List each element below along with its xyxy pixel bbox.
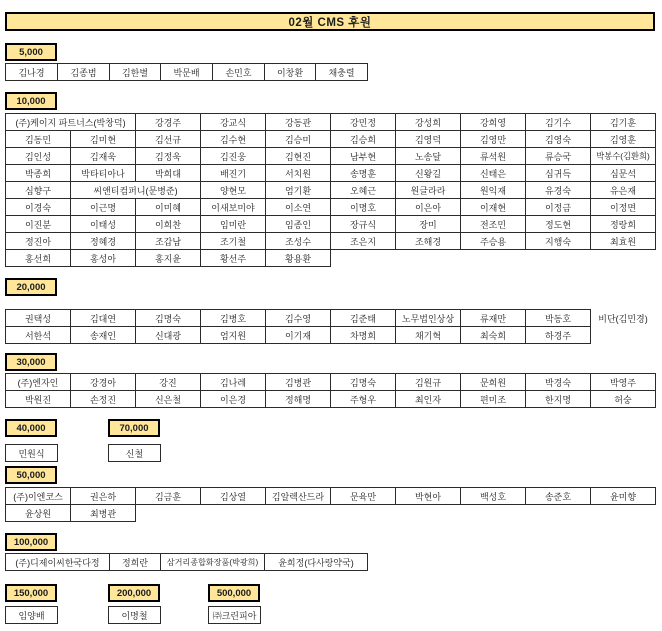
donor-cell: 채충렬: [316, 64, 368, 81]
donor-cell: 이기재: [266, 327, 331, 344]
donor-cell: 차명희: [331, 327, 396, 344]
donor-cell: 유은재: [591, 182, 656, 199]
donor-cell: 임종인: [266, 216, 331, 233]
amount-label-200000: 200,000: [108, 584, 160, 602]
donor-row: [6, 607, 58, 624]
donor-cell: 김승미: [266, 131, 331, 148]
donor-cell: (주)케이지 파트너스(박창덕): [6, 114, 136, 131]
donor-cell: 신철: [109, 445, 161, 462]
donor-cell: 엄지원: [201, 327, 266, 344]
donor-row: [6, 391, 656, 408]
donor-cell: 김영숙: [526, 131, 591, 148]
donor-cell: 신왕길: [396, 165, 461, 182]
donor-cell: 정해명: [266, 391, 331, 408]
donor-cell: 류승국: [526, 148, 591, 165]
donor-cell: 서치원: [266, 165, 331, 182]
amount-label-150000: 150,000: [5, 584, 57, 602]
donor-table-100000: [5, 553, 368, 571]
donor-row: [109, 607, 161, 624]
donor-row: [6, 64, 368, 81]
donor-cell: 강성희: [396, 114, 461, 131]
donor-cell: 강희영: [461, 114, 526, 131]
donor-cell: 이새보미야: [201, 199, 266, 216]
donor-cell: 김명숙: [136, 310, 201, 327]
donor-cell: 이정금: [526, 199, 591, 216]
donor-cell: 김미현: [71, 131, 136, 148]
donor-cell: 이명철: [109, 607, 161, 624]
donor-cell: 박동호: [526, 310, 591, 327]
donor-cell: 이정면: [591, 199, 656, 216]
donor-cell: 서한석: [6, 327, 71, 344]
donor-cell: 문희원: [461, 374, 526, 391]
donor-row: [6, 554, 368, 571]
donor-cell: 김병관: [266, 374, 331, 391]
donor-cell: 원글라라: [396, 182, 461, 199]
amount-label-50000: 50,000: [5, 466, 57, 484]
donor-cell: 이경숙: [6, 199, 71, 216]
donor-cell: 남부현: [331, 148, 396, 165]
donor-cell: 박문배: [161, 64, 213, 81]
donor-table-150000: [5, 606, 58, 624]
donor-cell: 송재인: [71, 327, 136, 344]
donor-table-500000: [208, 606, 261, 624]
donor-row: [109, 445, 161, 462]
donor-cell: 정랑희: [591, 216, 656, 233]
donor-cell: 박봉수(김환희): [591, 148, 656, 165]
donor-cell: 허숭: [591, 391, 656, 408]
donor-cell: 김영덕: [396, 131, 461, 148]
donor-cell: 심문석: [591, 165, 656, 182]
donor-cell: 김현진: [266, 148, 331, 165]
donor-cell: 권은하: [71, 488, 136, 505]
donor-cell: 이창환: [265, 64, 316, 81]
donor-table-50000: [5, 487, 656, 522]
donor-cell: 최인자: [396, 391, 461, 408]
donor-cell: 윤상원: [6, 505, 71, 522]
donor-cell: 주형우: [331, 391, 396, 408]
donor-cell: 전조민: [461, 216, 526, 233]
donor-cell: 최효원: [591, 233, 656, 250]
donor-cell: 조은지: [331, 233, 396, 250]
sheet-title: 02월 CMS 후원: [5, 12, 655, 31]
donor-cell: 김한별: [110, 64, 161, 81]
donor-row: [6, 165, 656, 182]
donor-cell: 조해경: [396, 233, 461, 250]
donor-cell: 조성수: [266, 233, 331, 250]
donor-cell: 장규식: [331, 216, 396, 233]
donor-cell: 임양배: [6, 607, 58, 624]
amount-label-70000: 70,000: [108, 419, 160, 437]
donor-cell: 박경숙: [526, 374, 591, 391]
donor-cell: 김승희: [331, 131, 396, 148]
donor-cell: 김수영: [266, 310, 331, 327]
donor-cell: 최병관: [71, 505, 136, 522]
donor-cell: 주승용: [461, 233, 526, 250]
donor-row: [6, 216, 656, 233]
donor-cell: 노무법인상상: [396, 310, 461, 327]
donor-cell: 윤희정(다사랑약국): [265, 554, 368, 571]
donor-cell: 정도현: [526, 216, 591, 233]
donor-cell: (주)엔자인: [6, 374, 71, 391]
donor-cell: 문육만: [331, 488, 396, 505]
donor-cell: 정진아: [6, 233, 71, 250]
donor-row: [6, 250, 656, 267]
donor-cell: 한지명: [526, 391, 591, 408]
donor-cell: (주)디제이씨한국다정: [6, 554, 110, 571]
donor-cell: 이은아: [396, 199, 461, 216]
donor-cell: 심향구: [6, 182, 71, 199]
donor-cell: 배진기: [201, 165, 266, 182]
donor-cell: 김명숙: [331, 374, 396, 391]
donor-cell: 김영만: [461, 131, 526, 148]
donor-cell: 이은경: [201, 391, 266, 408]
donor-row: [6, 233, 656, 250]
donor-cell: 김금훈: [136, 488, 201, 505]
donor-cell: 지행숙: [526, 233, 591, 250]
donor-cell: 원익재: [461, 182, 526, 199]
donor-row: [6, 327, 656, 344]
donor-cell: 강진: [136, 374, 201, 391]
donor-row: [6, 182, 656, 199]
donor-table-20000: [5, 309, 656, 344]
donor-row: [6, 505, 656, 522]
donor-cell: 손민호: [213, 64, 265, 81]
donor-cell: 최숙희: [461, 327, 526, 344]
donor-cell: 신은철: [136, 391, 201, 408]
donor-cell: 황용환: [266, 250, 331, 267]
donor-cell: 채기혁: [396, 327, 461, 344]
donor-cell: 강경아: [71, 374, 136, 391]
donor-cell: 박원진: [6, 391, 71, 408]
donor-cell: 윤미향: [591, 488, 656, 505]
donor-cell: 김대연: [71, 310, 136, 327]
donor-row: [6, 131, 656, 148]
donor-cell: 비단(김민경): [598, 313, 648, 324]
donor-cell: 김동민: [6, 131, 71, 148]
donor-cell: 김나레: [201, 374, 266, 391]
donor-row: [6, 148, 656, 165]
donor-cell: 김원규: [396, 374, 461, 391]
donor-cell: 김알렉산드라: [266, 488, 331, 505]
donor-cell: 손정진: [71, 391, 136, 408]
donor-cell: 오혜근: [331, 182, 396, 199]
donor-table-30000: [5, 373, 656, 408]
donor-table-70000: [108, 444, 161, 462]
donor-row: [6, 310, 656, 327]
donor-cell: 심귀득: [526, 165, 591, 182]
donor-cell: 송명훈: [331, 165, 396, 182]
donor-cell: 김인성: [6, 148, 71, 165]
donor-row: [6, 488, 656, 505]
donor-cell: 삼거리종합화장품(박광희): [161, 554, 265, 571]
donor-row: [6, 199, 656, 216]
donor-cell: 김종범: [58, 64, 110, 81]
donor-row: [6, 374, 656, 391]
donor-cell: 이명호: [331, 199, 396, 216]
donor-cell: 강경주: [136, 114, 201, 131]
donor-cell: 하경주: [526, 327, 591, 344]
donor-cell: 이태성: [71, 216, 136, 233]
donor-cell: 강민정: [331, 114, 396, 131]
donor-cell: 권택성: [6, 310, 71, 327]
donor-row: [6, 114, 656, 131]
donor-cell: 황선주: [201, 250, 266, 267]
donor-cell: 홍지윤: [136, 250, 201, 267]
donor-cell: 박종희: [6, 165, 71, 182]
donor-table-10000: [5, 113, 656, 267]
donor-cell: 이소연: [266, 199, 331, 216]
donor-cell: 유경숙: [526, 182, 591, 199]
donor-cell: 노송달: [396, 148, 461, 165]
donor-cell: 이재현: [461, 199, 526, 216]
donor-cell: 강교식: [201, 114, 266, 131]
donor-cell: 씨앤티컴퍼니(문병준): [71, 182, 201, 199]
amount-label-30000: 30,000: [5, 353, 57, 371]
donor-cell: 김병호: [201, 310, 266, 327]
donor-cell: 김재욱: [71, 148, 136, 165]
donor-cell: (주)이엔코스: [6, 488, 71, 505]
donor-cell: 김준태: [331, 310, 396, 327]
donor-cell: 김기훈: [591, 114, 656, 131]
donor-row: [6, 445, 58, 462]
donor-cell: 김정욱: [136, 148, 201, 165]
donor-cell: 박희대: [136, 165, 201, 182]
donor-cell: 강동관: [266, 114, 331, 131]
donor-cell: 백성호: [461, 488, 526, 505]
amount-label-40000: 40,000: [5, 419, 57, 437]
donor-cell: ㈜크린피아: [209, 607, 261, 624]
donor-cell: 이미혜: [136, 199, 201, 216]
donor-cell: 조기철: [201, 233, 266, 250]
donor-cell: 편미조: [461, 391, 526, 408]
donor-cell: 엄기환: [266, 182, 331, 199]
donor-table-5000: [5, 63, 368, 81]
donor-cell: 류석원: [461, 148, 526, 165]
donor-cell: 김영훈: [591, 131, 656, 148]
donor-table-200000: [108, 606, 161, 624]
donor-cell: 류재만: [461, 310, 526, 327]
donor-cell: 김나경: [6, 64, 58, 81]
donor-cell: 양현모: [201, 182, 266, 199]
donor-cell: 홍성아: [71, 250, 136, 267]
amount-label-500000: 500,000: [208, 584, 260, 602]
donor-cell: 민원식: [6, 445, 58, 462]
donor-cell: 김진웅: [201, 148, 266, 165]
donor-cell: 이희찬: [136, 216, 201, 233]
amount-label-100000: 100,000: [5, 533, 57, 551]
donor-cell: 이근명: [71, 199, 136, 216]
donor-cell: 장미: [396, 216, 461, 233]
donor-cell: 박영주: [591, 374, 656, 391]
donor-cell: 김수현: [201, 131, 266, 148]
donor-cell: 김기수: [526, 114, 591, 131]
donor-cell: 김상열: [201, 488, 266, 505]
donor-cell: 임미란: [201, 216, 266, 233]
donor-row: [209, 607, 261, 624]
donor-cell: 송준호: [526, 488, 591, 505]
donor-cell: 이진분: [6, 216, 71, 233]
donor-cell: 박타티아나: [71, 165, 136, 182]
donor-cell: 신태은: [461, 165, 526, 182]
donor-cell: 홍선희: [6, 250, 71, 267]
donor-cell: 신대광: [136, 327, 201, 344]
donor-cell: 김선규: [136, 131, 201, 148]
donor-cell: 박현아: [396, 488, 461, 505]
donor-table-40000: [5, 444, 58, 462]
donor-cell: 정희란: [110, 554, 161, 571]
donor-cell: 조갑남: [136, 233, 201, 250]
amount-label-10000: 10,000: [5, 92, 57, 110]
amount-label-5000: 5,000: [5, 43, 57, 61]
donor-cell: 정혜경: [71, 233, 136, 250]
amount-label-20000: 20,000: [5, 278, 57, 296]
